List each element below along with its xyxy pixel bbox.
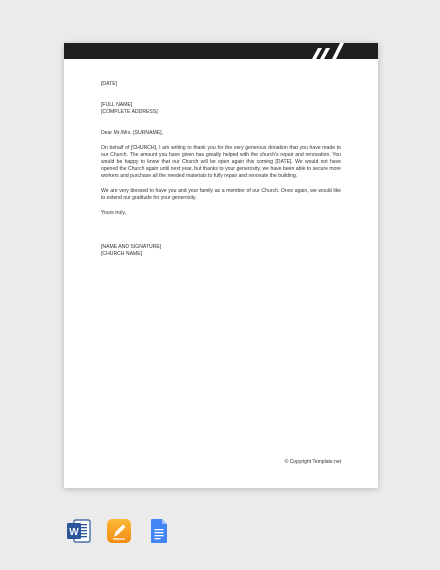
header-bar — [64, 43, 378, 59]
svg-text:W: W — [69, 527, 79, 538]
address-line: [COMPLETE ADDRESS] — [101, 109, 158, 115]
slash-decoration-icon — [298, 43, 378, 59]
salutation: Dear Mr./Mrs. [SURNAME], — [101, 130, 163, 136]
letter-body — [101, 81, 341, 258]
word-icon[interactable] — [66, 518, 92, 544]
paragraph-1: On behalf of [CHURCH], I am writing to thank you for the very generous donation that you have made to our Church. The amount you have given has greatly helped with the church's repair and renovation. You would be happy to know that our Church will be open again this coming [DATE]. We would not have opened the Church again until next year, but thanks to your generosity, we have been able to secure more workers and purchase all the needed materials to fully repair and renovate the building. — [101, 145, 341, 179]
copyright-footer: © Copyright Template.net — [284, 459, 341, 465]
pages-icon[interactable] — [106, 518, 132, 544]
full-name-line: [FULL NAME] — [101, 102, 133, 108]
signature-line: [NAME AND SIGNATURE] — [101, 244, 162, 250]
app-icons — [66, 518, 172, 544]
paragraph-2: We are very blessed to have you and your family as a member of our Church. Once again, we would like to extend our gratitude for your generosity. — [101, 188, 341, 201]
google-docs-icon[interactable] — [146, 518, 172, 544]
date-line: [DATE] — [101, 81, 118, 87]
church-name-line: [CHURCH NAME] — [101, 251, 143, 257]
closing: Yours truly, — [101, 210, 126, 216]
letter-page — [64, 43, 378, 488]
